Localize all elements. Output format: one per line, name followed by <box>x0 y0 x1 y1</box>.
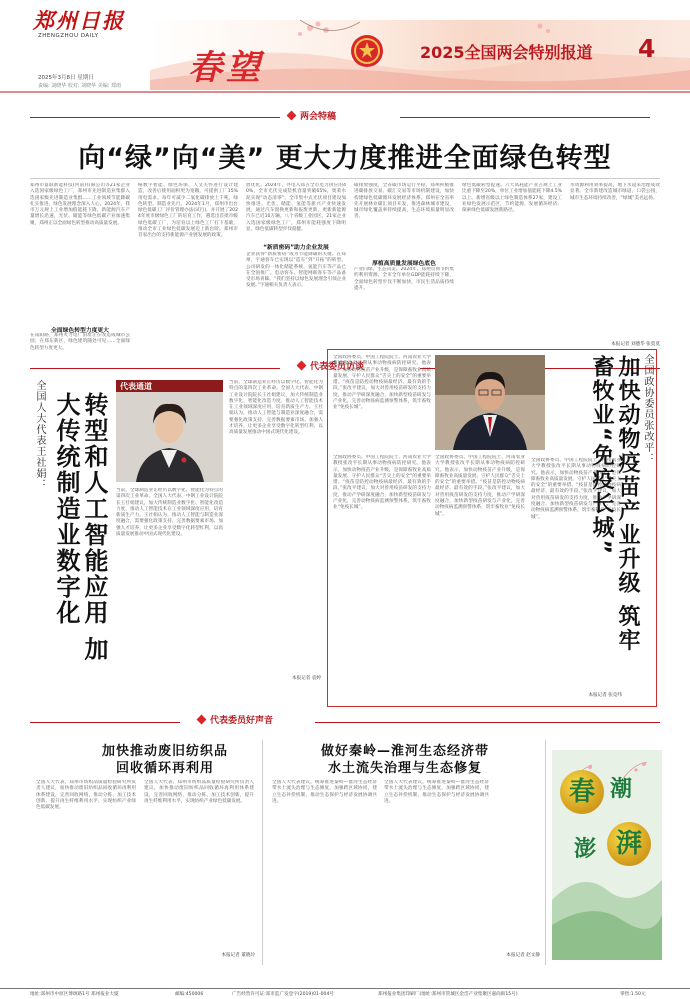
main-headline: 向“绿”向“美” 更大力度推进全面绿色转型 <box>78 143 612 174</box>
tag-rule-left-2 <box>30 368 280 369</box>
rep1-role: 全国人大代表王社娟： <box>34 380 45 490</box>
rep2-body-col3: 全国政协委员、中国工程院院士、河南农业大学教授张改平长期从事动物疫病防控研究。他表示，加快动物疫苗产业升级，是保障畜牧业高质量发展、守护人民群众“舌尖上的安全”的重要举措。“疫苗是防控动物疫病最经济、最有效的手段。”张改平建议，加大对兽用疫苗研发的支持力度，推动产学研深度融合，加快新型疫苗研发与产业化，完善动物疫病监测预警体系，筑牢畜牧业“免疫长城”。 <box>435 455 525 517</box>
seal-char-1: 春 <box>568 777 595 807</box>
svg-text:代表通道: 代表通道 <box>120 382 152 391</box>
article1-subhead-3: 厚植高质量发展绿色底色 <box>372 261 436 267</box>
item2-body-col2: 全国人大代表建议，统筹推进秦岭—淮河生态经济带水土流失治理与生态修复，加强跨区域协同，建立生态补偿机制，推动生态保护与经济发展协调共进。 <box>384 780 489 804</box>
rep2-portrait-image <box>435 355 545 450</box>
rep1-body-col2: 当前，全球制造业正经历以数字化、智能化为特点的第四次工业革命。全国人大代表、中钢工业设计院院长王社娟建议，加大传统制造业数字化、智能化改造力度，推动人工智能技术在工业领域深度应用，培育新质生产力。王社娟认为，推动人工智能与制造业深度融合，需要强化政策支持、完善数据要素市场、加强人才培养，让更多企业享受数字化转型红利，以高质量发展推动中国式现代化建设。 <box>229 380 323 436</box>
item1-body-col1: 全国人大代表、郑州市纺织品质量检验研究所负责人建议，加快推动废旧纺织品回收循环再利用体系建设，完善回收网络，推动分拣、加工技术创新，提升再生纤维利用水平，实现纺织产业绿色低碳发展。 <box>36 780 136 811</box>
special-report-title: 2025全国两会特别报道 <box>420 43 593 62</box>
national-emblem-icon <box>350 34 384 68</box>
rep2-body-col2: 全国政协委员、中国工程院院士、河南农业大学教授张改平长期从事动物疫病防控研究。他表示，加快动物疫苗产业升级，是保障畜牧业高质量发展、守护人民群众“舌尖上的安全”的重要举措。“疫苗是防控动物疫病最经济、最有效的手段。”张改平建议，加大对兽用疫苗研发的支持力度，推动产学研深度融合，加快新型疫苗研发与产业化，完善动物疫病监测预警体系，筑牢畜牧业“免疫长城”。 <box>333 455 431 511</box>
article1-subhead-2: “新质密码”助力企业发展 <box>246 242 346 251</box>
seal-char-4: 湃 <box>615 829 642 859</box>
tag-rule-left-3 <box>30 722 180 723</box>
item2-headline-line2: 水土流失治理与生态修复 <box>327 761 482 776</box>
section-tag-two-sessions <box>280 111 410 125</box>
article1-byline: 本报记者 刘德华 张莫莫 <box>611 342 660 347</box>
item2-byline: 本报记者 赵文静 <box>506 953 540 958</box>
item2-headline-line1: 做好秦岭—淮河生态经济带 <box>320 744 489 759</box>
rep1-body-col1: 当前，全球制造业正经历以数字化、智能化为特点的第四次工业革命。全国人大代表、中钢工业设计院院长王社娟建议，加大传统制造业数字化、智能化改造力度，推动人工智能技术在工业领域深度应用，培育新质生产力。王社娟认为，推动人工智能与制造业深度融合，需要强化政策支持、完善数据要素市场、加强人才培养，让更多企业享受数字化转型红利，以高质量发展推动中国式现代化建设。 <box>116 488 223 538</box>
bottom-divider-2 <box>545 740 546 965</box>
rep1-headline: 转型和人工智能应用 加大传统制造业数字化 <box>52 392 108 663</box>
page-number: 4 <box>638 34 656 63</box>
article1-col4b: 产业向绿，生态向美。2024年，郑州贯彻节约集约利用资源，全市全年单位GDP能耗持续下降，全面绿色转型步伐不断加快，市民生活品质持续提升。 <box>354 267 454 291</box>
article1-subhead-1: 全面绿色转型力度更大 <box>51 328 109 334</box>
section-tag-label-interview: 代表委员访谈 <box>290 360 372 374</box>
rep1-portrait-image <box>116 380 223 482</box>
headline-divider <box>30 178 660 179</box>
masthead <box>0 0 690 93</box>
footer-postcode: 邮编:450006 <box>175 992 204 997</box>
article1-col5: 绿色低碳转型提速。六大高耗能产业占规上工业比重下降至20%，单位工业增加值能耗下降4.5%以上。新增省级以上绿色制造体系27家，建设工业绿色发展示范区，节约能源、发展循环经济，探索绿色低碳发展新路径。 <box>462 183 562 214</box>
item1-byline: 本报记者 董晓玲 <box>221 953 255 958</box>
section-tag-label: 两会特稿 <box>280 110 344 124</box>
rep1-photo <box>116 380 223 482</box>
footer-address: 地址:郑州市中原区博颂路1号 郑州报业大厦 <box>30 992 119 997</box>
section-tag-label-good-voices: 代表委员好声音 <box>190 714 281 728</box>
bottom-divider-1 <box>262 740 263 965</box>
item1-headline-line2: 回收循环再利用 <box>115 761 214 776</box>
spring-tide-decoration <box>552 750 662 960</box>
rep2-headline: 加快动物疫苗产业升级 筑牢畜牧业“免疫长城” <box>589 355 640 653</box>
newspaper-name: 郑州日报 <box>33 8 125 33</box>
column-logo: 春望 <box>188 48 264 88</box>
section-tag-good-voices <box>190 715 315 729</box>
seal-char-2: 潮 <box>610 776 633 802</box>
page-footer <box>0 988 690 999</box>
article1-col3b: 企业获得“新质密码”成为节能降碳的关键。在郑州，宇通客车已实现以“造车”到“开拓”的转型。公司研发的一体化储能系统、氢能汽车等产品已在全国推广。电动客车、智能网联客车等产品备受市场青睐。“我们坚持以绿色发展理念引领企业发展。”宇通相关负责人表示。 <box>246 252 346 289</box>
tag-rule-right-3 <box>300 722 660 723</box>
issue-date: 2025年3月8日 星期日 <box>38 75 94 81</box>
item1-headline-line1: 加快推动废旧纺织品 <box>101 744 228 759</box>
seal-char-3: 澎 <box>574 836 597 862</box>
article1-col4: 碳排放强度，全省碳市场运行平稳，郑州积极推进碳排放交易、碳汇交易等市场机制建设，加快构建绿色低碳循环发展经济体系。郑州在全省率先开展林业碳汇项目开发，推进森林城市建设，城市绿化覆盖率持续提高，生态环境质量明显改善。 <box>354 183 454 220</box>
article1-col5b: 水资源利用效率提高，地下水超采治理成效显著。全市新建改造城市绿道、口袋公园，城市生态环境持续改善，“绿城”美名远扬。 <box>570 183 660 201</box>
article1-col3: 放优化。2024年，外电入郑占全市电力供应的40%，全市光伏完成装机容量突破65%，奥莱水泥实现“动态清零”，全市集中式光伏项目建设加快推进。光伏、储能、氢能等新兴产业快速发展，通过汽车置换更新和报废更新，更新新能源汽车已近10万辆。八个省级工业园区、21家企业入选国家级绿色工厂，郑州市能耗强度下降明显，绿色低碳转型步伐稳健。 <box>246 183 346 233</box>
editor-credits: 责编: 刘晓华 校对: 刘晓华 美编: 郑雨 <box>38 83 122 89</box>
item1-body-col2: 全国人大代表、郑州市纺织品质量检验研究所负责人建议，加快推动废旧纺织品回收循环再利用体系建设，完善回收网络，推动分拣、加工技术创新，提升再生纤维利用水平，实现纺织产业绿色低碳发展。 <box>144 780 254 804</box>
article1-col2: 格数字智能、绿色环保、人文关怀进行设计建造，改善后使用面积更为宽敞，可提供工厂15%用电需求。每年可减少二氧化碳排放上千吨。绿色转型、制造业先行。2024年1月，郑州市出台绿色低碳工厂评价管理办法(试行)，并开展了2024年度市级绿色工厂的培育工作，遴选出首批市级绿色低碳工厂，为培育以上绿色工厂打下基础，推动全市工业绿色低碳发展迈上新台阶。郑州市首家出台的支持新能源产业链发展的政策。 <box>138 183 238 239</box>
newspaper-pinyin: ZHENGZHOU DAILY <box>38 33 99 39</box>
footer-license: 广告经营许可证:郑市监广发登字(2019)01-004号 <box>232 992 335 997</box>
seal-spring <box>560 770 604 814</box>
item2-body-col1: 全国人大代表建议，统筹推进秦岭—淮河生态经济带水土流失治理与生态修复，加强跨区域协同，建立生态补偿机制，推动生态保护与经济发展协调共进。 <box>272 780 377 804</box>
rep2-photo <box>435 355 545 450</box>
tag-rule-left <box>30 117 280 118</box>
rep2-role: 全国政协委员张改平： <box>642 354 653 464</box>
rep1-byline: 本报记者 袁婷 <box>291 676 321 681</box>
article1-col1b: 在南阳路，郑州火力电厂旧址正在改造成城市公园；在郑东新区，绿色建筑随处可见……全面绿色转型力度更大。 <box>30 333 130 351</box>
article1-col1: 郑州市富联新能科技(河南)有限公司等21家企业入选国家级绿色工厂，郑州市先进制造业集群入选国家级先进制造业集群……工业领域节能降碳扎实推进，绿色发展理念深入人心。2024年，我市万元规上工业增加值能耗下降，新能源汽车产量增长迅速，光伏、储能等绿色低碳产业加速集聚，郑州正以全面绿色转型推动高质量发展。 <box>30 183 130 226</box>
tag-rule-right <box>400 117 650 118</box>
rep2-body-col1: 全国政协委员、中国工程院院士、河南农业大学教授张改平长期从事动物疫病防控研究。他表示，加快动物疫苗产业升级，是保障畜牧业高质量发展、守护人民群众“舌尖上的安全”的重要举措。“疫苗是防控动物疫病最经济、最有效的手段。”张改平建议，加大对兽用疫苗研发的支持力度，推动产学研深度融合，加快新型疫苗研发与产业化，完善动物疫病监测预警体系，筑牢畜牧业“免疫长城”。 <box>333 355 431 411</box>
seal-surge <box>607 822 651 866</box>
rep2-body-col4: 全国政协委员、中国工程院院士、河南农业大学教授张改平长期从事动物疫病防控研究。他表示，加快动物疫苗产业升级，是保障畜牧业高质量发展、守护人民群众“舌尖上的安全”的重要举措。“疫苗是防控动物疫病最经济、最有效的手段。”张改平建议，加大对兽用疫苗研发的支持力度，推动产学研深度融合，加快新型疫苗研发与产业化，完善动物疫病监测预警体系，筑牢畜牧业“免疫长城”。 <box>531 458 621 520</box>
rep2-byline: 本报记者 张竞纬 <box>588 693 622 698</box>
footer-price: 零售:1.50元 <box>620 992 646 997</box>
footer-printer: 郑州报业集团印刷厂(地址:郑州市管城区金岱产业集聚区嘉尚街15号) <box>378 992 518 997</box>
